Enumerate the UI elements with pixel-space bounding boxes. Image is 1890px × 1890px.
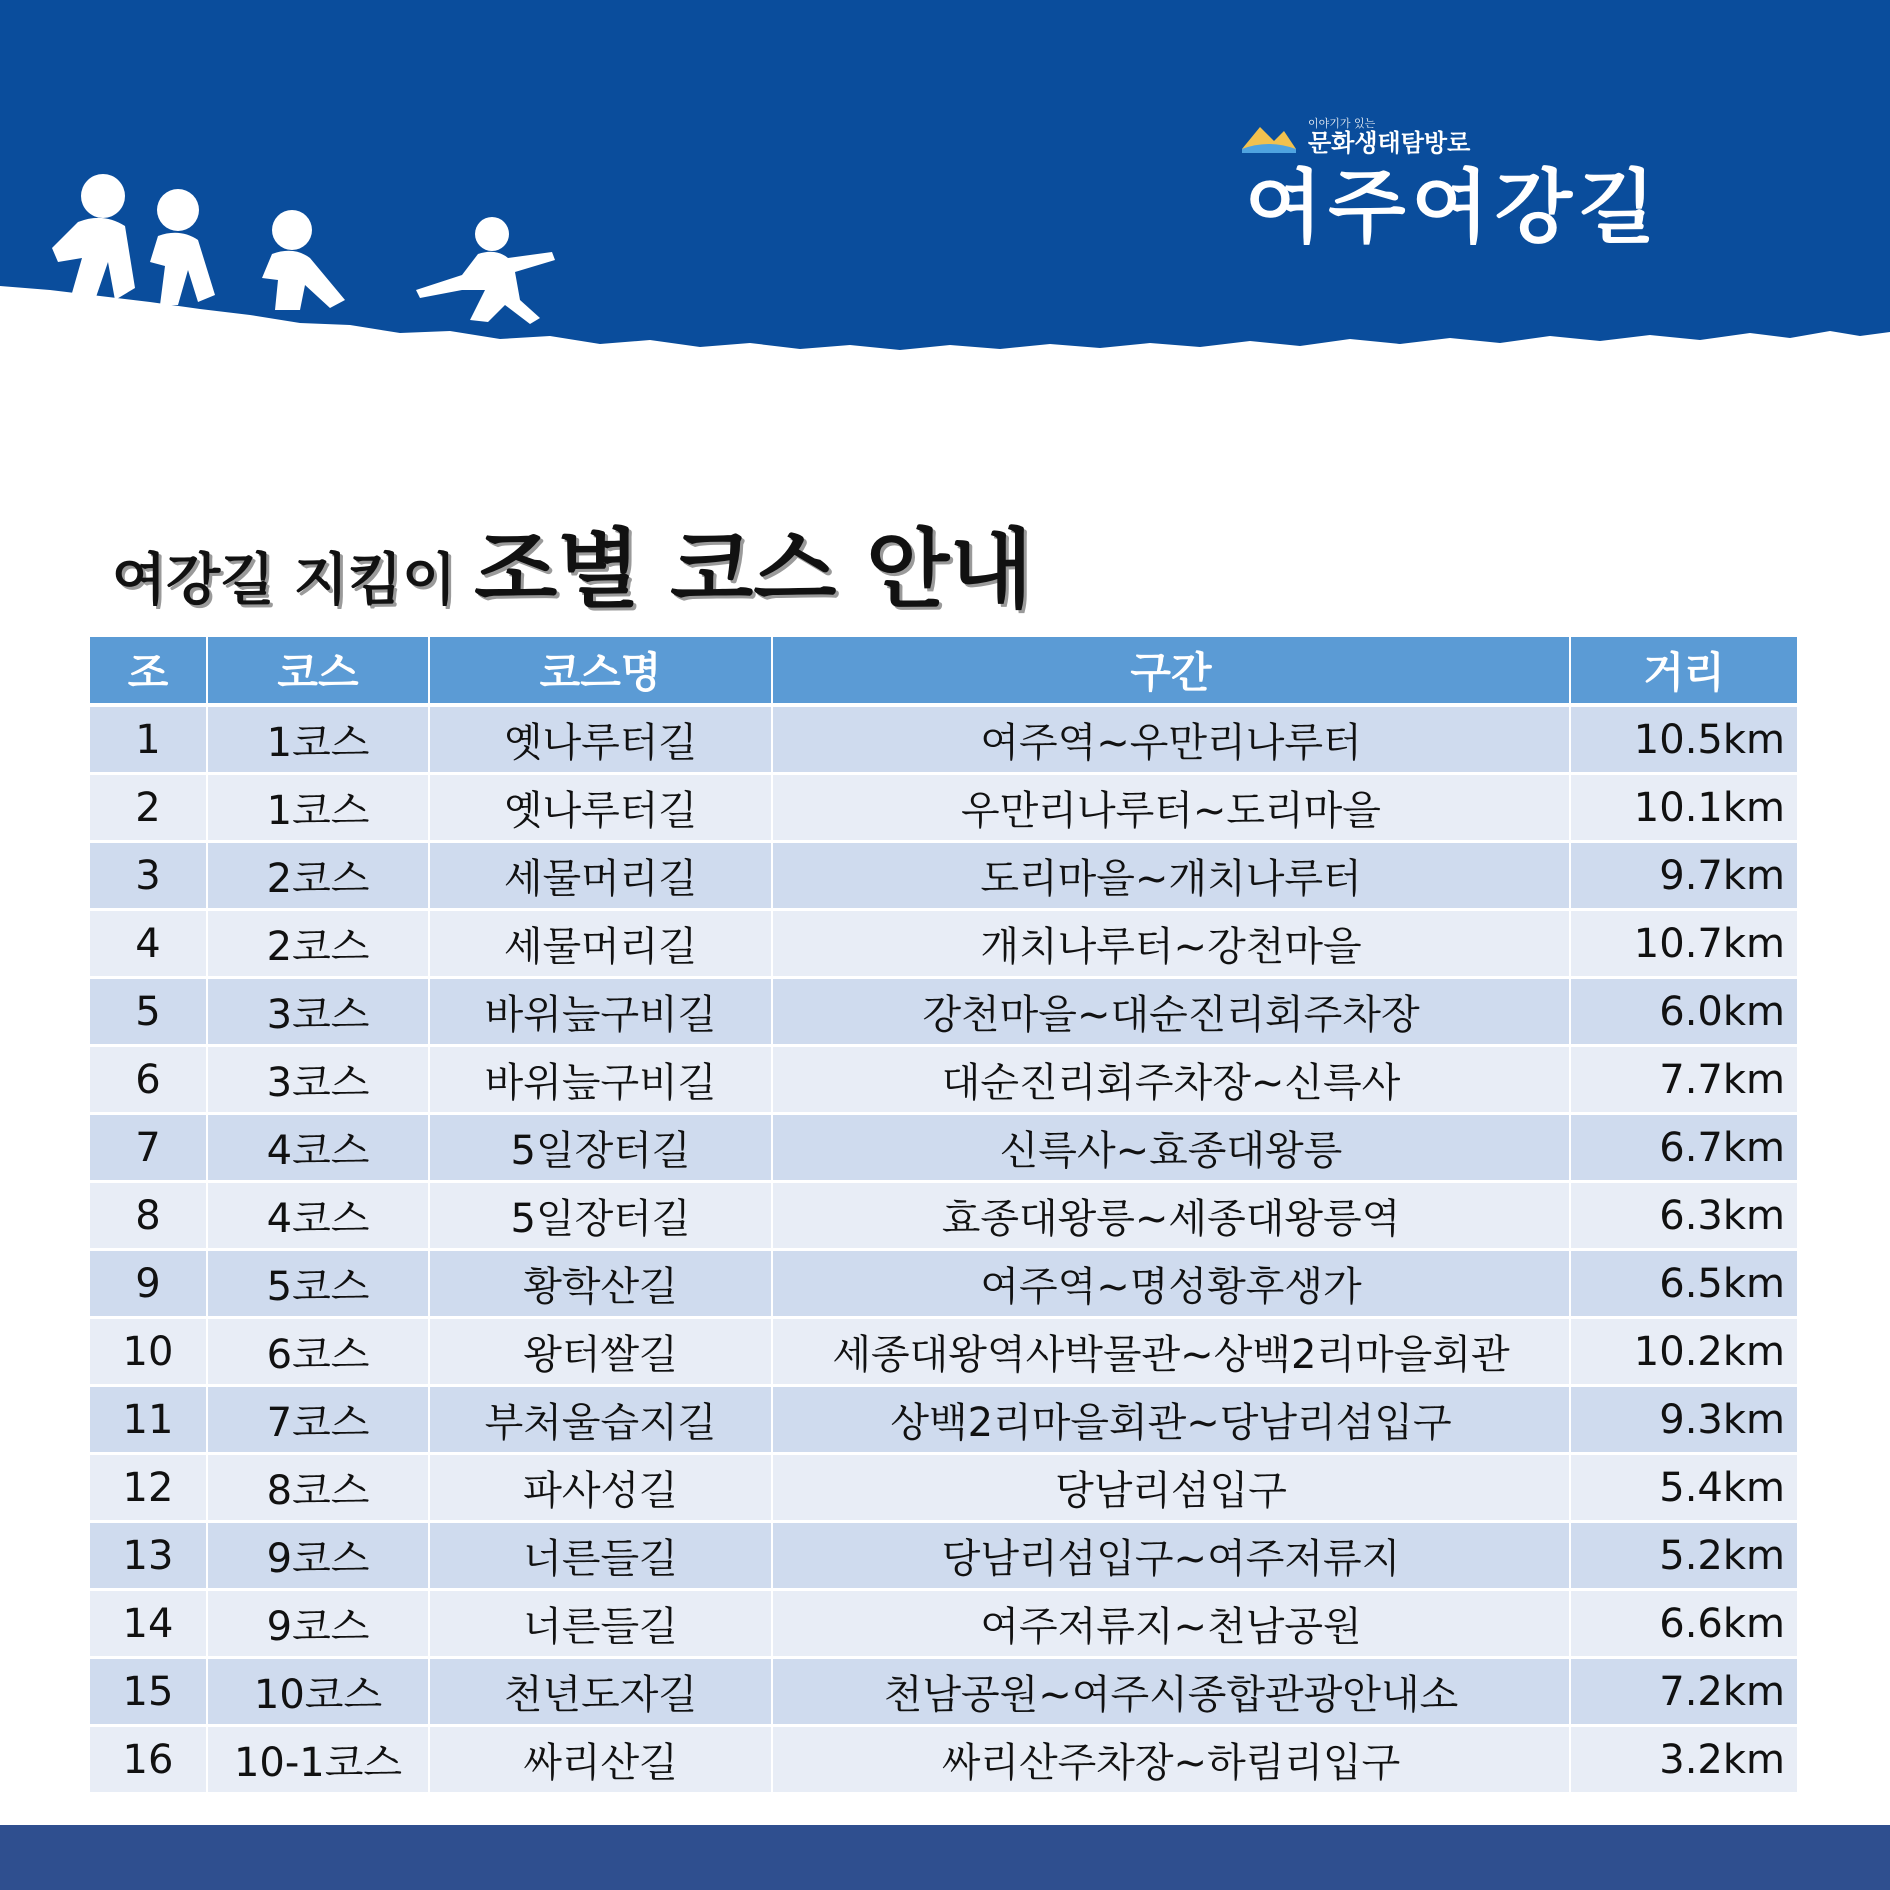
cell-course-name: 옛나루터길 [429,774,772,842]
cell-distance: 5.2km [1570,1522,1797,1590]
table-row [90,1658,1797,1726]
cell-course-name: 파사성길 [429,1454,772,1522]
cell-course: 1코스 [207,774,429,842]
cell-section: 세종대왕역사박물관~상백2리마을회관 [772,1318,1570,1386]
cell-course-name: 세물머리길 [429,910,772,978]
cell-course: 10-1코스 [207,1726,429,1794]
table-row [90,842,1797,910]
table-row [90,978,1797,1046]
cell-section: 상백2리마을회관~당남리섬입구 [772,1386,1570,1454]
cell-course-name: 너른들길 [429,1590,772,1658]
table-row [90,1386,1797,1454]
brand-tagline: 이야기가 있는 [1308,117,1376,130]
table-row [90,1182,1797,1250]
course-table [90,637,1797,1795]
cell-distance: 9.3km [1570,1386,1797,1454]
cell-distance: 6.3km [1570,1182,1797,1250]
cell-course: 3코스 [207,1046,429,1114]
column-header-distance: 거리 [1570,637,1797,705]
table-header-row [90,637,1797,705]
table-row [90,910,1797,978]
cell-course: 6코스 [207,1318,429,1386]
cell-distance: 7.7km [1570,1046,1797,1114]
cell-section: 대순진리회주차장~신륵사 [772,1046,1570,1114]
cell-course-name: 5일장터길 [429,1114,772,1182]
cell-course: 8코스 [207,1454,429,1522]
table-row [90,1522,1797,1590]
cell-distance: 6.0km [1570,978,1797,1046]
cell-group: 13 [90,1522,207,1590]
cell-course: 3코스 [207,978,429,1046]
cell-course: 4코스 [207,1182,429,1250]
cell-group: 5 [90,978,207,1046]
cell-distance: 10.5km [1570,705,1797,774]
footer-bar [0,1825,1890,1890]
cell-section: 개치나루터~강천마을 [772,910,1570,978]
brand-subtitle: 문화생태탐방로 [1308,129,1471,157]
cell-group: 1 [90,705,207,774]
cell-section: 싸리산주차장~하림리입구 [772,1726,1570,1794]
cell-section: 여주역~우만리나루터 [772,705,1570,774]
page-title-main: 조별 코스 안내 [474,520,1033,620]
table-row [90,1726,1797,1794]
cell-course-name: 황학산길 [429,1250,772,1318]
cell-course: 2코스 [207,910,429,978]
table-row [90,774,1797,842]
table-row [90,1318,1797,1386]
cell-group: 3 [90,842,207,910]
cell-distance: 7.2km [1570,1658,1797,1726]
cell-course: 7코스 [207,1386,429,1454]
cell-group: 7 [90,1114,207,1182]
cell-course-name: 바위늪구비길 [429,978,772,1046]
table-row [90,1454,1797,1522]
brand-logo [1240,118,1470,155]
cell-group: 6 [90,1046,207,1114]
cell-course: 10코스 [207,1658,429,1726]
cell-course-name: 5일장터길 [429,1182,772,1250]
table-row [90,705,1797,774]
cell-course: 4코스 [207,1114,429,1182]
cell-course: 9코스 [207,1590,429,1658]
cell-section: 도리마을~개치나루터 [772,842,1570,910]
cell-group: 9 [90,1250,207,1318]
cell-group: 15 [90,1658,207,1726]
cell-course-name: 너른들길 [429,1522,772,1590]
cell-group: 10 [90,1318,207,1386]
cell-course-name: 옛나루터길 [429,705,772,774]
cell-course: 2코스 [207,842,429,910]
cell-section: 우만리나루터~도리마을 [772,774,1570,842]
cell-course-name: 왕터쌀길 [429,1318,772,1386]
cell-section: 여주저류지~천남공원 [772,1590,1570,1658]
cell-course-name: 천년도자길 [429,1658,772,1726]
cell-course-name: 세물머리길 [429,842,772,910]
cell-course-name: 싸리산길 [429,1726,772,1794]
cell-group: 14 [90,1590,207,1658]
cell-course: 5코스 [207,1250,429,1318]
table-row [90,1590,1797,1658]
cell-group: 16 [90,1726,207,1794]
cell-distance: 3.2km [1570,1726,1797,1794]
table-row [90,1114,1797,1182]
cell-section: 강천마을~대순진리회주차장 [772,978,1570,1046]
page-title-prefix: 여강길 지킴이 [112,548,457,613]
column-header-course: 코스 [207,637,429,705]
cell-group: 11 [90,1386,207,1454]
cell-group: 4 [90,910,207,978]
cell-course: 1코스 [207,705,429,774]
cell-section: 신륵사~효종대왕릉 [772,1114,1570,1182]
cell-course-name: 부처울습지길 [429,1386,772,1454]
cell-section: 여주역~명성황후생가 [772,1250,1570,1318]
cell-distance: 6.5km [1570,1250,1797,1318]
cell-course: 9코스 [207,1522,429,1590]
cell-course-name: 바위늪구비길 [429,1046,772,1114]
cell-distance: 6.7km [1570,1114,1797,1182]
cell-distance: 5.4km [1570,1454,1797,1522]
cell-section: 당남리섬입구~여주저류지 [772,1522,1570,1590]
table-row [90,1250,1797,1318]
logo-mark-icon [1240,119,1298,155]
column-header-group: 조 [90,637,207,705]
cell-distance: 6.6km [1570,1590,1797,1658]
cell-group: 8 [90,1182,207,1250]
cell-group: 2 [90,774,207,842]
cell-section: 천남공원~여주시종합관광안내소 [772,1658,1570,1726]
cell-distance: 10.2km [1570,1318,1797,1386]
column-header-course-name: 코스명 [429,637,772,705]
cell-distance: 10.7km [1570,910,1797,978]
cell-group: 12 [90,1454,207,1522]
cell-distance: 9.7km [1570,842,1797,910]
cell-section: 효종대왕릉~세종대왕릉역 [772,1182,1570,1250]
cell-distance: 10.1km [1570,774,1797,842]
brand-title: 여주여강길 [1245,161,1662,254]
table-row [90,1046,1797,1114]
page-title [112,500,1032,624]
cell-section: 당남리섬입구 [772,1454,1570,1522]
column-header-section: 구간 [772,637,1570,705]
